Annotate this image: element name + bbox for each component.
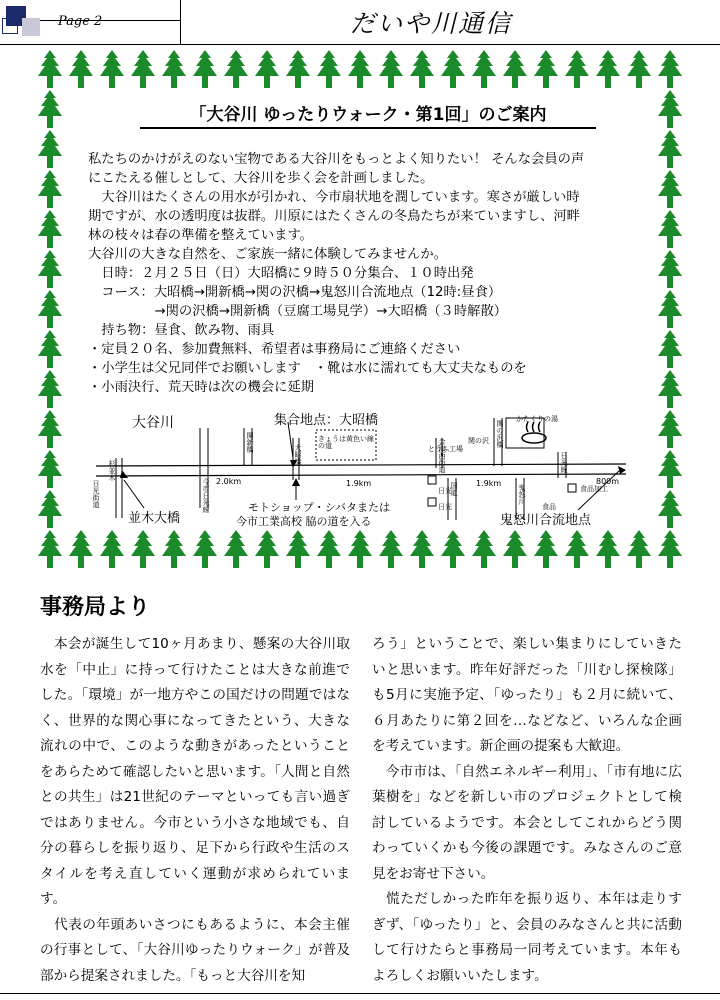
fir-tree-icon bbox=[439, 530, 467, 568]
map-distance: 1.9km bbox=[346, 479, 372, 488]
fir-tree-icon bbox=[470, 530, 498, 568]
fir-tree-icon bbox=[656, 210, 684, 248]
fir-tree-icon bbox=[36, 530, 64, 568]
fir-tree-icon bbox=[222, 530, 250, 568]
fir-tree-icon bbox=[625, 50, 653, 88]
map-road-label: 会津西街道 bbox=[438, 438, 446, 473]
fir-tree-icon bbox=[377, 50, 405, 88]
fir-tree-icon bbox=[284, 50, 312, 88]
notice-line: 大谷川はたくさんの用水が引かれ、今市扇状地を潤しています。寒さが厳しい時 bbox=[88, 190, 580, 205]
fir-tree-icon bbox=[36, 290, 64, 328]
office-paragraph: ろう」ということで、楽しい集まりにしていきたいと思います。昨年好評だった「川むし探検隊」も5月に実施予定、「ゆったり」も２月に続いて、６月あたりに第２回を…などなど、いろんな企画を考えています。新企画の提案も大歓迎。 bbox=[372, 636, 682, 754]
fir-tree-icon bbox=[656, 370, 684, 408]
fir-tree-icon bbox=[253, 50, 281, 88]
page-label: Page 2 bbox=[58, 14, 103, 29]
fir-tree-icon bbox=[656, 50, 684, 88]
notice-line: ・定員２０名、参加費無料、希望者は事務局にご連絡ください bbox=[88, 342, 461, 357]
map-distance: 1.9km bbox=[476, 479, 502, 488]
map-store-label: 日光 bbox=[438, 503, 452, 511]
notice-line: 私たちのかけがえのない宝物である大谷川をもっとよく知りたい！ そんな会員の声 bbox=[88, 152, 585, 167]
fir-tree-icon bbox=[532, 530, 560, 568]
fir-tree-icon bbox=[656, 410, 684, 448]
map-shop-note-2: 今市工業高校 脇の道を入る bbox=[236, 515, 372, 528]
fir-tree-icon bbox=[408, 50, 436, 88]
map-namiki-bridge: 並木大橋 bbox=[128, 511, 181, 526]
map-distance: 2.0km bbox=[216, 477, 242, 486]
masthead-title: だいや川通信 bbox=[350, 9, 513, 38]
fir-tree-icon bbox=[656, 130, 684, 168]
footer-rule bbox=[0, 993, 720, 994]
fir-tree-icon bbox=[36, 450, 64, 488]
fir-tree-icon bbox=[222, 50, 250, 88]
fir-tree-icon bbox=[129, 50, 157, 88]
fir-tree-icon bbox=[191, 50, 219, 88]
map-yellow-line: きょうは黄色い線の道 bbox=[318, 435, 374, 450]
fir-tree-icon bbox=[346, 50, 374, 88]
notice-line: 期ですが、水の透明度は抜群。川原にはたくさんの冬鳥たちが来ていますし、河畔 bbox=[88, 209, 580, 224]
fir-tree-icon bbox=[36, 250, 64, 288]
office-paragraph: 慌ただしかった昨年を振り返り、本年は走りすぎず、「ゆったり」と、会員のみなさんと共に活動して行けたらと事務局一同考えています。本年もよろしくお願いいたします。 bbox=[372, 891, 682, 984]
map-road-label: 今市日光線 bbox=[202, 478, 210, 513]
fir-tree-icon bbox=[67, 530, 95, 568]
fir-tree-icon bbox=[501, 530, 529, 568]
fir-tree-icon bbox=[315, 50, 343, 88]
fir-tree-icon bbox=[98, 530, 126, 568]
map-road-label: 日光街道 bbox=[92, 480, 100, 508]
fir-tree-icon bbox=[656, 330, 684, 368]
notice-line: コース：大昭橋→開新橋→関の沢橋→鬼怒川合流地点（12時:昼食） bbox=[88, 285, 502, 300]
fir-tree-icon bbox=[594, 50, 622, 88]
map-road-label: 杉並木 bbox=[108, 460, 116, 481]
fir-tree-icon bbox=[563, 530, 591, 568]
notice-line: 林の枝々は春の準備を整えています。 bbox=[88, 228, 313, 243]
fir-tree-icon bbox=[625, 530, 653, 568]
map-meeting-point: 集合地点：大昭橋 bbox=[274, 413, 379, 428]
fir-tree-icon bbox=[36, 130, 64, 168]
map-river-label: 大谷川 bbox=[132, 415, 174, 431]
map-distance: 800m bbox=[596, 477, 620, 486]
map-kataguri-label: かたくりの湯 bbox=[516, 415, 558, 423]
fir-tree-icon bbox=[594, 530, 622, 568]
notice-line: ・小雨決行、荒天時は次の機会に延期 bbox=[88, 380, 315, 395]
map-confluence: 鬼怒川合流地点 bbox=[500, 513, 592, 528]
map-road-label: 関の沢橋 bbox=[496, 420, 504, 448]
fir-tree-icon bbox=[656, 250, 684, 288]
map-road-label: 鬼怒川 bbox=[518, 484, 526, 505]
fir-tree-icon bbox=[656, 530, 684, 568]
route-map bbox=[88, 408, 634, 532]
map-road-label: 開新橋 bbox=[246, 432, 254, 453]
fir-tree-icon bbox=[36, 170, 64, 208]
fir-tree-icon bbox=[470, 50, 498, 88]
notice-line: にこたえる催しとして、大谷川を歩く会を計画しました。 bbox=[88, 171, 434, 186]
fir-tree-icon bbox=[129, 530, 157, 568]
map-shop-label: 食品 bbox=[542, 503, 556, 511]
fir-tree-icon bbox=[656, 170, 684, 208]
notice-title: 「大谷川 ゆったりウォーク・第1回」のご案内 bbox=[140, 100, 596, 129]
fir-tree-icon bbox=[36, 50, 64, 88]
fir-tree-icon bbox=[160, 530, 188, 568]
fir-tree-icon bbox=[36, 210, 64, 248]
office-section-title: 事務局より bbox=[40, 595, 151, 620]
fir-tree-icon bbox=[36, 410, 64, 448]
fir-tree-icon bbox=[36, 90, 64, 128]
fir-tree-icon bbox=[36, 490, 64, 528]
fir-tree-icon bbox=[315, 530, 343, 568]
map-road-label: 日光線 bbox=[560, 452, 568, 473]
fir-tree-icon bbox=[191, 530, 219, 568]
fir-tree-icon bbox=[36, 330, 64, 368]
header-rule bbox=[0, 44, 720, 45]
map-store-label: 日光 bbox=[438, 487, 452, 495]
notice-line: 日時：２月２５日（日）大昭橋に９時５０分集合、１０時出発 bbox=[88, 266, 474, 281]
office-paragraph: 代表の年頭あいさつにもあるように、本会主催の行事として、「大谷川ゆったりウォーク」が普及部から提案されました。「もっと大谷川を知 bbox=[40, 916, 350, 984]
fir-tree-icon bbox=[98, 50, 126, 88]
map-road-label: 大昭橋 bbox=[294, 444, 302, 465]
corner-square-outline bbox=[2, 18, 18, 34]
office-paragraph: 今市市は、「自然エネルギー利用」、「市有地に広葉樹を」などを新しい市のプロジェクトとして検討しているようです。本会としてこれからどう関わっていくかも今後の課題です。みなさんのご意見をお寄せ下さい。 bbox=[372, 763, 682, 882]
header-divider bbox=[180, 0, 181, 44]
map-road-label: 国道 bbox=[450, 482, 458, 496]
map-road-label: 関の沢 bbox=[468, 437, 489, 445]
fir-tree-icon bbox=[501, 50, 529, 88]
fir-tree-icon bbox=[408, 530, 436, 568]
fir-tree-icon bbox=[563, 50, 591, 88]
notice-line: 持ち物：昼食、飲み物、雨具 bbox=[88, 323, 275, 338]
office-column-right bbox=[372, 632, 682, 989]
fir-tree-icon bbox=[656, 90, 684, 128]
notice-line: 大谷川の大きな自然を、ご家族一緒に体験してみませんか。 bbox=[88, 247, 448, 262]
fir-tree-icon bbox=[160, 50, 188, 88]
fir-tree-icon bbox=[253, 530, 281, 568]
corner-square-light bbox=[22, 18, 40, 36]
fir-tree-icon bbox=[36, 370, 64, 408]
map-tofu-factory: とうふ工場 bbox=[428, 445, 463, 453]
office-paragraph: 本会が誕生して10ヶ月あまり、懸案の大谷川取水を「中止」に持って行けたことは大きな前進でした。「環境」が一地方やこの国だけの問題ではなく、世界的な関心事になってきたという、大きな流れの中で、このような動きがあったということをあらためて確認したいと思います。「人間と自然との共生」は21世紀のテーマといっても言い過ぎではありません。今市という小さな地域でも、自分の暮らしを振り返り、足下から行政や生活のスタイルを考え直していく運動が求められています。 bbox=[40, 636, 350, 907]
notice-line: →関の沢橋→開新橋（豆腐工場見学）→大昭橋（３時解散） bbox=[88, 304, 508, 319]
hot-spring-icon bbox=[522, 422, 546, 443]
fir-tree-icon bbox=[346, 530, 374, 568]
fir-tree-icon bbox=[532, 50, 560, 88]
notice-line: ・小学生は父兄同伴でお願いします ・靴は水に濡れても大丈夫なものを bbox=[88, 361, 527, 376]
fir-tree-icon bbox=[377, 530, 405, 568]
fir-tree-icon bbox=[656, 290, 684, 328]
fir-tree-icon bbox=[284, 530, 312, 568]
fir-tree-icon bbox=[656, 490, 684, 528]
map-shop-label: 食品加工 bbox=[580, 485, 608, 493]
office-column-left bbox=[40, 632, 350, 989]
fir-tree-icon bbox=[656, 450, 684, 488]
fir-tree-icon bbox=[67, 50, 95, 88]
map-shop-note-1: モトショップ・シバタまたは bbox=[248, 501, 391, 514]
fir-tree-icon bbox=[439, 50, 467, 88]
